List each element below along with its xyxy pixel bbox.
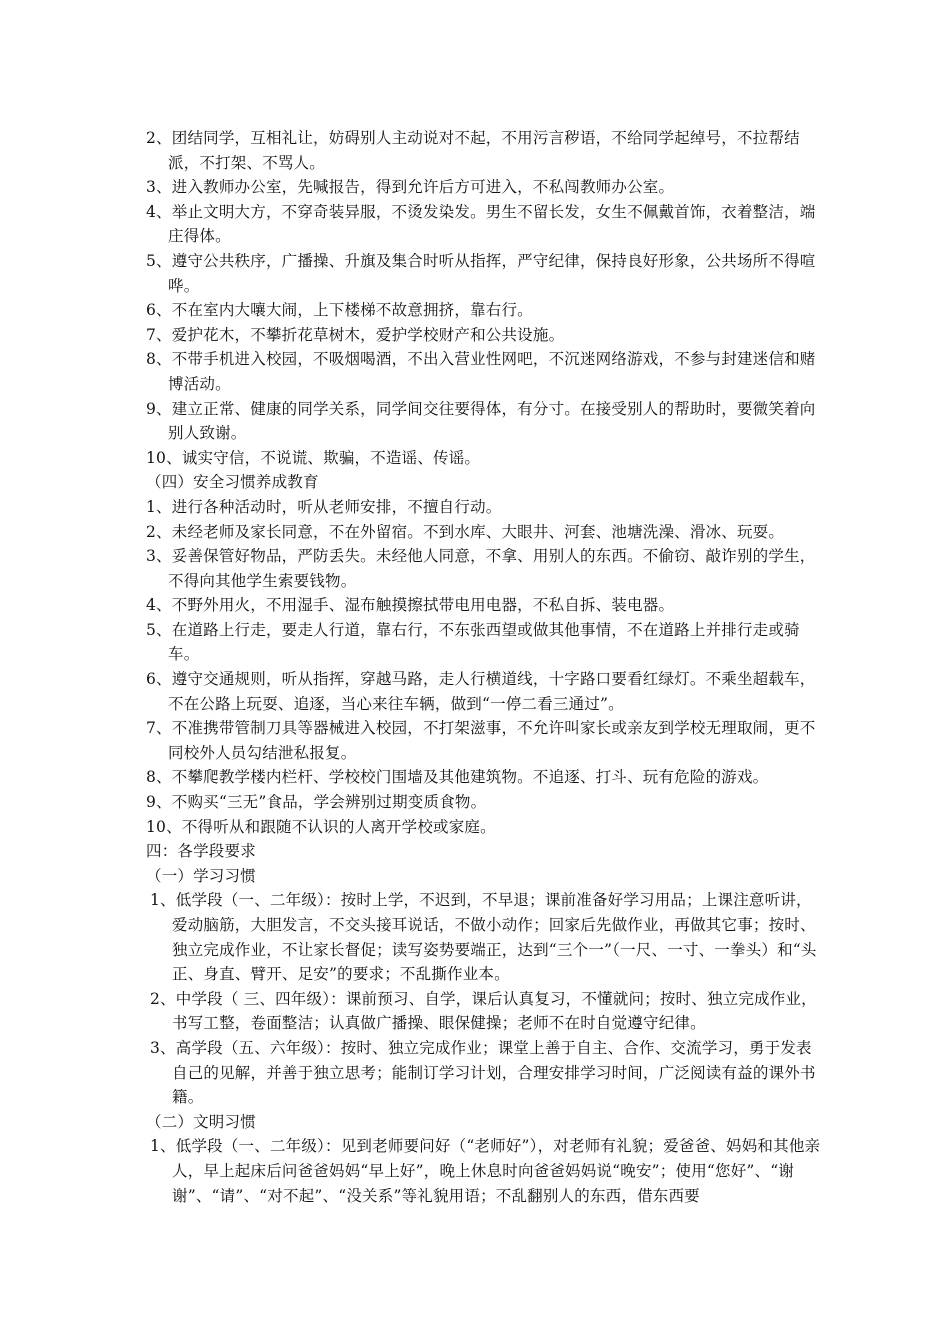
rule-item: 7、不准携带管制刀具等器械进入校园，不打架滋事，不允许叫家长或亲友到学校无理取闹，更不同校外人员勾结泄私报复。 [146,719,816,762]
rule-item: 9、不购买“三无”食品，学会辨别过期变质食物。 [146,793,487,812]
rule-item: 8、不攀爬教学楼内栏杆、学校校门围墙及其他建筑物。不追逐、打斗、玩有危险的游戏。 [146,768,769,787]
rule-item: 4、不野外用火，不用湿手、湿布触摸擦拭带电用电器，不私自拆、装电器。 [146,596,675,615]
rule-item: 9、建立正常、健康的同学关系，同学间交往要得体，有分寸。在接受别人的帮助时，要微笑着向别人致谢。 [146,399,816,443]
rule-item: 5、在道路上行走，要走人行道，靠右行，不东张西望或做其他事情，不在道路上并排行走或骑车。 [146,620,800,664]
stage-item: 1、低学段（一、二年级）：见到老师要问好（“老师好”），对老师有礼貌；爱爸爸、妈妈和其他亲人，早上起床后问爸爸妈妈“早上好”，晚上休息时向爸爸妈妈说“晚安”；使用“您好”、“谢谢”、“请”、“对不起”、“没关系”等礼貌用语；不乱翻别人的东西，借东西要 [150,1137,821,1205]
rule-item: 3、进入教师办公室，先喊报告，得到允许后方可进入，不私闯教师办公室。 [146,178,675,197]
rule-item: 10、诚实守信，不说谎、欺骗，不造谣、传谣。 [146,448,481,467]
rule-item: 6、不在室内大嚷大闹，上下楼梯不故意拥挤，靠右行。 [146,301,533,320]
rule-item: 7、爱护花木，不攀折花草树木，爱护学校财产和公共设施。 [146,325,565,344]
rule-item: 5、遵守公共秩序，广播操、升旗及集合时听从指挥，严守纪律，保持良好形象，公共场所不得喧哗。 [146,251,816,295]
stage-item: 1、低学段（一、二年级）：按时上学，不迟到，不早退；课前准备好学习用品；上课注意听讲，爱动脑筋，大胆发言，不交头接耳说话，不做小动作；回家后先做作业，再做其它事；按时、独立完成作业，不让家长督促；读写姿势要端正，达到“三个一”（一尺、一寸、一拳头）和“头正、身直、臂开、足安”的要求；不乱撕作业本。 [150,891,817,984]
document-body [146,126,826,1208]
subsection-heading-study-habits: （一）学习习惯 [146,866,256,885]
rule-item: 8、不带手机进入校园，不吸烟喝酒，不出入营业性网吧，不沉迷网络游戏，不参与封建迷信和赌博活动。 [146,350,816,393]
rule-item: 2、未经老师及家长同意，不在外留宿。不到水库、大眼井、河套、池塘洗澡、滑冰、玩耍。 [146,522,785,541]
section-heading-safety: （四）安全习惯养成教育 [146,473,319,492]
rule-item: 2、团结同学，互相礼让，妨碍别人主动说对不起，不用污言秽语，不给同学起绰号，不拉帮结派，不打架、不骂人。 [146,129,800,172]
stage-item: 3、高学段（五、六年级）：按时、独立完成作业；课堂上善于自主、合作、交流学习，勇于发表自己的见解，并善于独立思考；能制订学习计划，合理安排学习时间，广泛阅读有益的课外书籍。 [150,1038,816,1107]
rule-item: 6、遵守交通规则，听从指挥，穿越马路，走人行横道线，十字路口要看红绿灯。不乘坐超载车，不在公路上玩耍、追逐，当心来往车辆，做到“一停二看三通过”。 [146,670,816,713]
rule-item: 4、举止文明大方，不穿奇装异服，不烫发染发。男生不留长发，女生不佩戴首饰，衣着整洁，端庄得体。 [146,202,816,246]
rule-item: 3、妥善保管好物品，严防丢失。未经他人同意，不拿、用别人的东西。不偷窃、敲诈别的学生，不得向其他学生索要钱物。 [146,547,816,590]
rule-item: 1、进行各种活动时，听从老师安排，不擅自行动。 [146,497,502,516]
subsection-heading-civility-habits: （二）文明习惯 [146,1112,256,1131]
rule-item: 10、不得听从和跟随不认识的人离开学校或家庭。 [146,817,496,836]
stage-item: 2、中学段（ 三、四年级）：课前预习、自学，课后认真复习，不懂就问；按时、独立完成作业，书写工整，卷面整洁；认真做广播操、眼保健操；老师不在时自觉遵守纪律。 [150,989,817,1033]
section-heading-stage-requirements: 四：各学段要求 [146,842,256,861]
